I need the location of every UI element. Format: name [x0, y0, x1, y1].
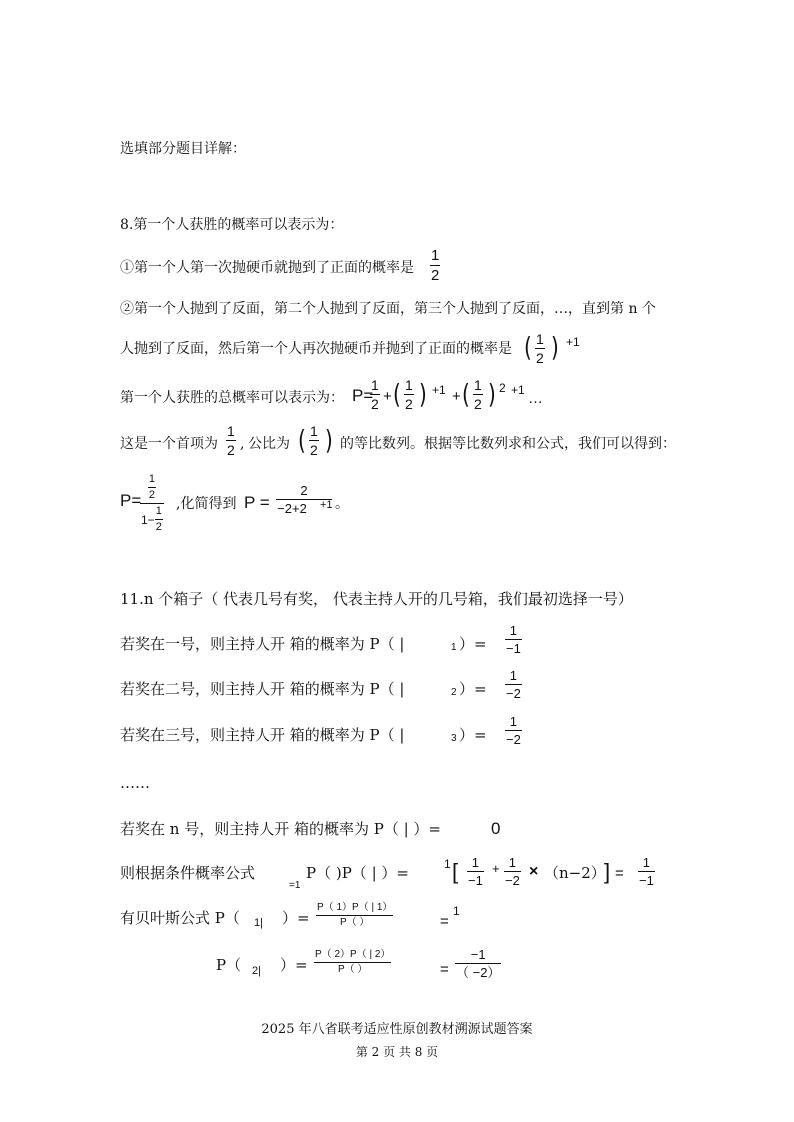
q8-line1: ①第一个人第一次抛硬币就抛到了正面的概率是: [120, 260, 414, 276]
close-eq: ）=: [459, 726, 487, 744]
denominator: 2: [148, 489, 155, 501]
compound-fraction: [140, 474, 164, 533]
fraction-bar: [314, 962, 391, 963]
denominator: 2: [474, 396, 482, 412]
fraction-one-half: [430, 248, 440, 283]
q11-row-1: 若奖在一号，则主持人开 箱的概率为 P（ |: [120, 635, 405, 653]
numerator: 1: [642, 855, 651, 870]
fraction-one-half: [473, 378, 483, 411]
n-minus-2: （n−2）: [544, 864, 606, 882]
numerator: P（ 2）P（ | 2）: [315, 949, 391, 960]
bayes-fraction-1: [316, 903, 393, 928]
equals: =: [615, 865, 624, 882]
denominator: −1: [506, 641, 521, 656]
denominator: （ −2）: [456, 965, 501, 980]
numerator: −1: [470, 947, 486, 962]
fraction-bar: [309, 440, 319, 441]
prob-fraction: [505, 669, 522, 700]
q8-geo-c: 的等比数列。根据等比数列求和公式，我们可以得到：: [340, 436, 676, 452]
numerator: 1: [509, 623, 518, 638]
fraction-one-half: [370, 378, 380, 411]
fraction-bar: [370, 394, 380, 395]
fraction-one-half: [535, 332, 545, 365]
page-number: 第 2 页 共 8 页: [355, 1045, 439, 1059]
subscript: 2: [451, 687, 457, 698]
equals: =: [440, 961, 449, 978]
bayes2-close: ）=: [280, 956, 308, 974]
numerator: 1: [155, 505, 162, 517]
numerator: 1: [431, 247, 440, 264]
q8-geo-b: 公比为: [248, 436, 290, 452]
frac-term-1: [467, 856, 484, 887]
denominator: 2: [310, 442, 318, 458]
q8-intro: 8.第一个人获胜的概率可以表示为：: [120, 217, 344, 233]
numerator: 1: [227, 423, 235, 439]
denominator: P（ ）: [337, 964, 368, 975]
bayes2-label: P（: [216, 956, 242, 974]
bayes2-sub: 2|: [252, 965, 261, 977]
paren-right: ): [325, 423, 333, 457]
bayes-result-num: 1: [453, 904, 460, 918]
fraction-bar: [404, 394, 414, 395]
fraction-one-half: [404, 378, 414, 411]
numerator: 2: [300, 483, 308, 498]
numerator: P（ 1）P（ | 1）: [317, 902, 393, 913]
P-equals: P=: [120, 491, 142, 510]
exponent: +1: [320, 499, 333, 511]
q8-total-label: 第一个人获胜的总概率可以表示为：: [120, 390, 344, 406]
q11-row-n: 若奖在 n 号，则主持人开 箱的概率为 P（ | ）=: [120, 820, 441, 838]
plus-sign: +: [383, 388, 392, 405]
denominator: 2: [227, 442, 235, 458]
cond-expr: P（ )P（ | ）=: [306, 864, 409, 882]
denominator: 2: [431, 267, 440, 284]
comma: ,: [240, 436, 245, 452]
q8-simplify: ,化简得到: [176, 496, 237, 512]
ellipsis: …: [528, 390, 543, 407]
q8-geo-a: 这是一个首项为: [120, 436, 218, 452]
bracket-open: [: [452, 859, 459, 884]
bayes-close: ）=: [282, 909, 310, 927]
numerator: 1: [536, 331, 544, 347]
numerator: 1: [509, 668, 518, 683]
numerator: [147, 474, 157, 501]
plus-sign: +: [492, 861, 500, 876]
period: 。: [335, 496, 349, 512]
fraction-one-half: [309, 424, 319, 457]
denominator: −1: [639, 873, 654, 888]
numerator: 1: [148, 473, 155, 485]
exponent-2: 2: [499, 381, 506, 395]
prob-fraction: [505, 624, 522, 655]
denominator: 2: [405, 396, 413, 412]
fraction-bar: [473, 394, 483, 395]
fraction-bar: [504, 871, 521, 872]
fraction-bar: [467, 871, 484, 872]
paren-left: (: [298, 423, 306, 457]
fraction-one-half: [226, 424, 236, 457]
paren-left: (: [462, 377, 470, 411]
subscript: 3: [451, 733, 457, 744]
numerator: 1: [508, 855, 517, 870]
fraction-bar: [155, 519, 163, 520]
paren-left: (: [393, 377, 401, 411]
footer-title: 2025 年八省联考适应性原创教材溯源试题答案: [261, 1022, 533, 1037]
exponent: +1: [432, 383, 446, 397]
times-sign: ×: [529, 863, 539, 880]
P-equals: P =: [244, 493, 270, 512]
fraction-bar: [505, 684, 522, 685]
fraction-bar: [140, 503, 164, 504]
fraction-bar: [638, 871, 655, 872]
bayes-sub: 1|: [254, 917, 263, 929]
close-eq: ）=: [459, 635, 487, 653]
sum-subscript: =1: [289, 880, 301, 891]
subscript: 1: [451, 642, 457, 653]
fraction-bar: [505, 730, 522, 731]
denominator: −1: [468, 873, 483, 888]
inner-fraction: [155, 506, 163, 533]
cond-one: 1: [444, 857, 451, 871]
P-equals: P=: [352, 386, 374, 405]
fraction-bar: [226, 440, 236, 441]
denominator: −2+2: [277, 501, 307, 516]
denominator: [140, 506, 164, 533]
plus-sign: +: [452, 388, 461, 405]
fraction-bar: [505, 639, 522, 640]
frac-term-2: [504, 856, 521, 887]
denominator: 2: [536, 350, 544, 366]
dots: ……: [120, 774, 150, 792]
fraction-bar: [316, 915, 393, 916]
exponent: +1: [511, 383, 525, 397]
numerator: 1: [371, 377, 379, 393]
close-eq: ）=: [459, 680, 487, 698]
paren-right: ): [419, 377, 427, 411]
paren-right: ): [488, 377, 496, 411]
denominator: 2: [155, 521, 162, 533]
paren-left: (: [524, 330, 532, 364]
fraction-bar: [535, 348, 545, 349]
numerator: 1: [509, 714, 518, 729]
q11-row-3: 若奖在三号，则主持人开 箱的概率为 P（ |: [120, 726, 405, 744]
fraction-bar: [148, 487, 156, 488]
one-minus: 1−: [141, 512, 155, 527]
denominator: P（ ）: [339, 917, 370, 928]
result-fraction: [638, 856, 655, 887]
q11-row-2: 若奖在二号，则主持人开 箱的概率为 P（ |: [120, 680, 405, 698]
prob-fraction: [505, 715, 522, 746]
section-heading: 选填部分题目详解：: [120, 141, 246, 157]
numerator: 1: [471, 855, 480, 870]
paren-right: ): [551, 330, 559, 364]
inner-fraction: [148, 474, 156, 501]
bayes-fraction-2: [314, 950, 391, 975]
numerator: 1: [474, 377, 482, 393]
zero-value: 0: [491, 819, 501, 838]
denominator: −2: [506, 686, 521, 701]
equals: =: [440, 913, 449, 930]
fraction-bar: [455, 963, 501, 964]
bayes2-result: [455, 948, 501, 979]
exponent: +1: [566, 335, 580, 349]
denominator: −2: [506, 732, 521, 747]
numerator: 1: [405, 377, 413, 393]
q8-line2a: ②第一个人抛到了反面，第二个人抛到了反面，第三个人抛到了反面，…，直到第 n 个: [120, 301, 656, 317]
denominator: 2: [371, 396, 379, 412]
fraction-bar: [430, 265, 440, 266]
numerator: 1: [310, 423, 318, 439]
denominator: −2: [505, 873, 520, 888]
q11-intro: 11.n 个箱子（ 代表几号有奖， 代表主持人开的几号箱，我们最初选择一号）: [120, 590, 633, 608]
bayes-label: 有贝叶斯公式 P（: [120, 909, 240, 927]
cond-label: 则根据条件概率公式: [120, 864, 256, 882]
bracket-close: ]: [604, 859, 611, 884]
q8-line2b: 人抛到了反面，然后第一个人再次抛硬币并抛到了正面的概率是: [120, 341, 512, 357]
